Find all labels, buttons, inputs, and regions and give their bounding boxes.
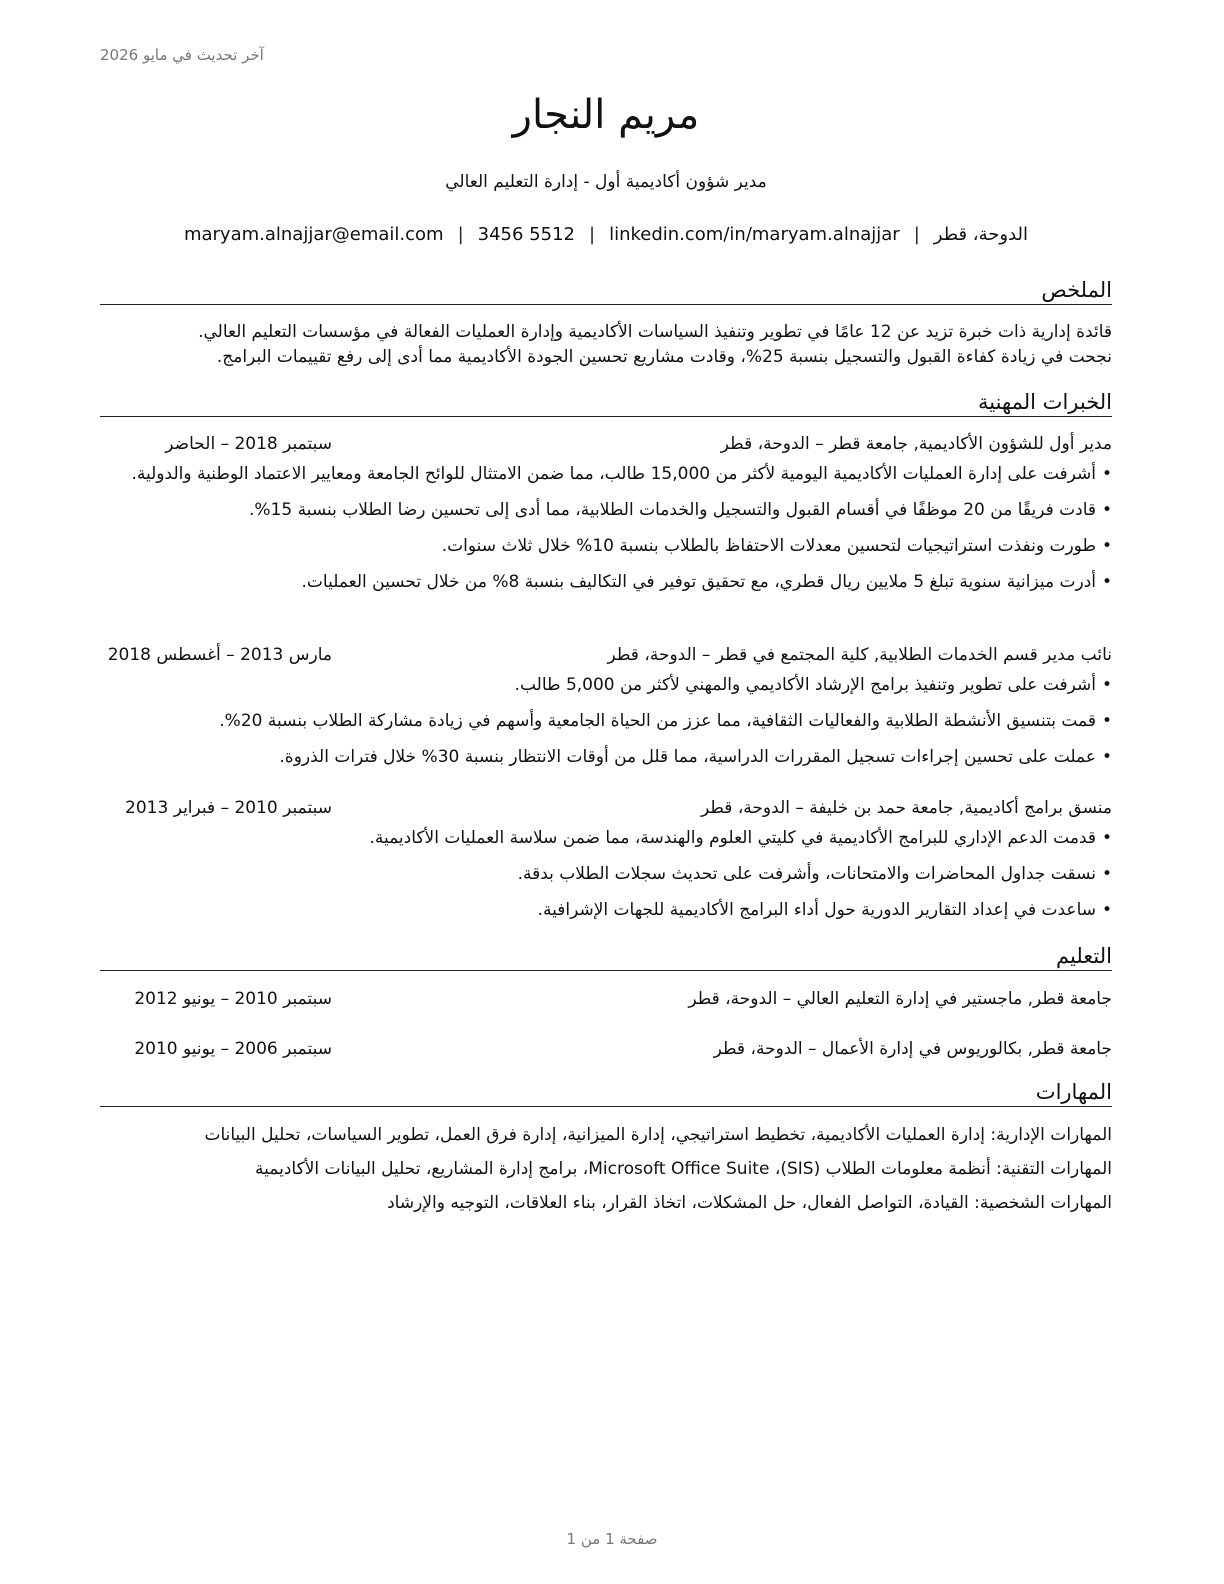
bullet-text: ساعدت في إعداد التقارير الدورية حول أداء البرامج الأكاديمية للجهات الإشرافية. bbox=[537, 900, 1096, 920]
summary-line: قائدة إدارية ذات خبرة تزيد عن 12 عامًا في تطوير وتنفيذ السياسات الأكاديمية وإدارة العمليات الفعالة في مؤسسات التعليم العالي. bbox=[198, 322, 1112, 342]
job-bullets bbox=[100, 462, 1112, 606]
contact-separator: | bbox=[457, 224, 464, 245]
summary-text bbox=[100, 320, 1112, 370]
job-header bbox=[100, 642, 1112, 668]
bullet-text: عملت على تحسين إجراءات تسجيل المقررات الدراسية، مما قلل من أوقات الانتظار بنسبة 30% خلال فترات الذروة. bbox=[279, 747, 1096, 767]
contact-location: الدوحة، قطر bbox=[933, 224, 1029, 245]
contact-linkedin[interactable]: linkedin.com/in/maryam.alnajjar bbox=[609, 224, 900, 245]
job-bullets bbox=[100, 673, 1112, 781]
bullet-dot: • bbox=[1101, 536, 1112, 556]
bullet-text: أشرفت على تطوير وتنفيذ برامج الإرشاد الأكاديمي والمهني لأكثر من 5,000 طالب. bbox=[514, 675, 1096, 695]
summary-heading: الملخص bbox=[100, 276, 1112, 305]
bullet-text: طورت ونفذت استراتيجيات لتحسين معدلات الاحتفاظ بالطلاب بنسبة 10% خلال ثلاث سنوات. bbox=[441, 536, 1096, 556]
job-bullets bbox=[100, 826, 1112, 934]
resume-page bbox=[100, 0, 1112, 1584]
bullet-text: قمت بتنسيق الأنشطة الطلابية والفعاليات الثقافية، مما عزز من الحياة الجامعية وأسهم في زيادة مشاركة الطلاب بنسبة 20%. bbox=[219, 711, 1096, 731]
candidate-name: مريم النجار bbox=[512, 92, 700, 138]
experience-heading: الخبرات المهنية bbox=[100, 388, 1112, 417]
bullet-dot: • bbox=[1101, 675, 1112, 695]
bullet-text: نسقت جداول المحاضرات والامتحانات، وأشرفت على تحديث سجلات الطلاب بدقة. bbox=[517, 864, 1096, 884]
contact-email[interactable]: maryam.alnajjar@email.com bbox=[183, 224, 444, 245]
education-item bbox=[100, 986, 1112, 1012]
job-bullet bbox=[100, 898, 1112, 923]
contact-separator: | bbox=[589, 224, 596, 245]
job-bullet bbox=[100, 826, 1112, 851]
education-title: جامعة قطر, بكالوريوس في إدارة الأعمال – الدوحة، قطر bbox=[713, 1039, 1112, 1059]
job-dates: سبتمبر 2010 – فبراير 2013 bbox=[125, 798, 332, 818]
skills-line: المهارات التقنية: أنظمة معلومات الطلاب (SIS)، Microsoft Office Suite، برامج إدارة المشاريع، تحليل البيانات الأكاديمية bbox=[255, 1159, 1112, 1179]
contact-separator: | bbox=[913, 224, 920, 245]
education-heading: التعليم bbox=[100, 942, 1112, 971]
job-bullet bbox=[100, 462, 1112, 487]
bullet-dot: • bbox=[1101, 747, 1112, 767]
skills-heading: المهارات bbox=[100, 1078, 1112, 1107]
bullet-text: قادت فريقًا من 20 موظفًا في أقسام القبول والتسجيل والخدمات الطلابية، مما أدى إلى تحسين رضا الطلاب بنسبة 15%. bbox=[249, 500, 1096, 520]
education-dates: سبتمبر 2010 – يونيو 2012 bbox=[134, 989, 332, 1009]
bullet-dot: • bbox=[1101, 828, 1112, 848]
bullet-dot: • bbox=[1101, 572, 1112, 592]
job-bullet bbox=[100, 534, 1112, 559]
bullet-dot: • bbox=[1101, 900, 1112, 920]
job-bullet bbox=[100, 498, 1112, 523]
job-bullet bbox=[100, 570, 1112, 595]
bullet-dot: • bbox=[1101, 464, 1112, 484]
job-title: نائب مدير قسم الخدمات الطلابية, كلية المجتمع في قطر – الدوحة، قطر bbox=[607, 645, 1112, 665]
contact-phone: 3456 5512 bbox=[477, 224, 575, 245]
bullet-dot: • bbox=[1101, 711, 1112, 731]
job-title: منسق برامج أكاديمية, جامعة حمد بن خليفة – الدوحة، قطر bbox=[700, 798, 1112, 818]
bullet-text: قدمت الدعم الإداري للبرامج الأكاديمية في كليتي العلوم والهندسة، مما ضمن سلاسة العمليات الأكاديمية. bbox=[369, 828, 1096, 848]
job-title: مدير أول للشؤون الأكاديمية, جامعة قطر – الدوحة، قطر bbox=[720, 434, 1112, 454]
job-header bbox=[100, 795, 1112, 821]
summary-line: نجحت في زيادة كفاءة القبول والتسجيل بنسبة 25%، وقادت مشاريع تحسين الجودة الأكاديمية مما أدى إلى رفع تقييمات البرامج. bbox=[216, 347, 1112, 367]
job-header bbox=[100, 431, 1112, 457]
job-bullet bbox=[100, 862, 1112, 887]
job-bullet bbox=[100, 709, 1112, 734]
education-dates: سبتمبر 2006 – يونيو 2010 bbox=[134, 1039, 332, 1059]
skills-line: المهارات الشخصية: القيادة، التواصل الفعال، حل المشكلات، اتخاذ القرار، بناء العلاقات، التوجيه والإرشاد bbox=[387, 1193, 1112, 1213]
job-bullet bbox=[100, 673, 1112, 698]
job-dates: سبتمبر 2018 – الحاضر bbox=[165, 434, 332, 454]
education-title: جامعة قطر, ماجستير في إدارة التعليم العالي – الدوحة، قطر bbox=[688, 989, 1112, 1009]
bullet-dot: • bbox=[1101, 864, 1112, 884]
contact-line bbox=[100, 224, 1112, 245]
education-item bbox=[100, 1036, 1112, 1062]
bullet-text: أشرفت على إدارة العمليات الأكاديمية اليومية لأكثر من 15,000 طالب، مما ضمن الامتثال للوائح الجامعة ومعايير الاعتماد الوطنية والدولية. bbox=[131, 464, 1096, 484]
bullet-dot: • bbox=[1101, 500, 1112, 520]
candidate-title: مدير شؤون أكاديمية أول - إدارة التعليم العالي bbox=[445, 172, 767, 192]
bullet-text: أدرت ميزانية سنوية تبلغ 5 ملايين ريال قطري، مع تحقيق توفير في التكاليف بنسبة 8% من خلال تحسين العمليات. bbox=[301, 572, 1096, 592]
job-dates: مارس 2013 – أغسطس 2018 bbox=[107, 645, 332, 665]
last-updated-note: آخر تحديث في مايو 2026 bbox=[100, 46, 264, 64]
page-number: صفحة 1 من 1 bbox=[566, 1530, 658, 1548]
job-bullet bbox=[100, 745, 1112, 770]
skills-line: المهارات الإدارية: إدارة العمليات الأكاديمية، تخطيط استراتيجي، إدارة الميزانية، إدارة فرق العمل، تطوير السياسات، تحليل البيانات bbox=[204, 1125, 1112, 1145]
